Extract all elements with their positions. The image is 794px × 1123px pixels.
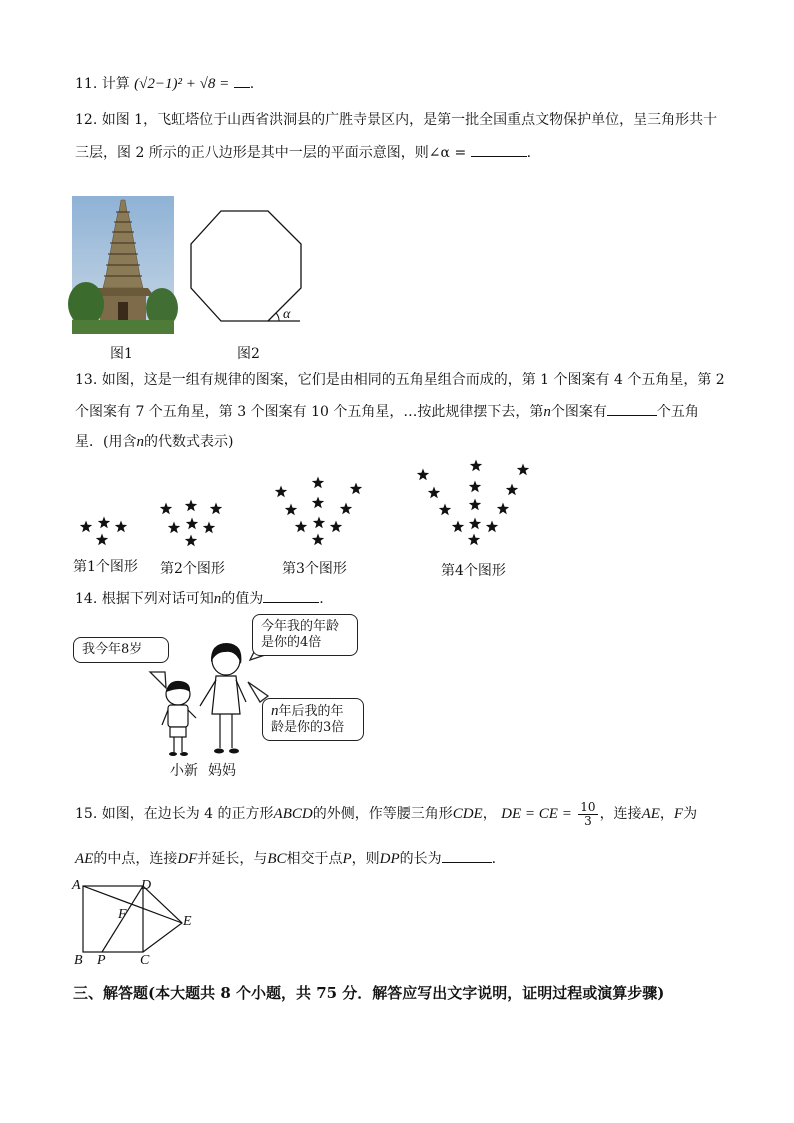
- q15-line2-d: ，则: [351, 851, 380, 867]
- star-icon: [98, 517, 110, 529]
- q13-text-2b: 个图案有: [550, 404, 607, 420]
- q12-end: .: [526, 145, 532, 161]
- q15-f: F: [673, 806, 684, 822]
- q11-text: 计算: [101, 76, 130, 92]
- q15-p: P: [342, 851, 352, 867]
- q13-text-3: 星．(用含: [75, 434, 137, 450]
- q15-text-b: 的外侧，作等腰三角形: [312, 806, 453, 822]
- q14-n: n: [213, 591, 222, 607]
- star-icon: [115, 521, 127, 533]
- label-b: B: [74, 953, 83, 968]
- q15-line-1: [75, 799, 697, 829]
- star-icon: [285, 504, 297, 516]
- star-icon: [295, 521, 307, 533]
- q15-line2-c: 相交于点: [286, 851, 343, 867]
- q12-text-2: 三层，图 2 所示的正八边形是其中一层的平面示意图，则∠α =: [75, 145, 467, 161]
- fraction-denominator: 3: [584, 813, 592, 828]
- label-a: A: [72, 878, 81, 893]
- bubble-text: 年后我的年龄是你的3倍: [271, 704, 345, 735]
- star-icon: [506, 484, 518, 496]
- star-icon: [312, 534, 324, 546]
- star-icon: [452, 521, 464, 533]
- label-p: P: [97, 953, 106, 968]
- mom-figure: [200, 643, 246, 754]
- label-d: D: [141, 878, 152, 893]
- q14-text-b: 的值为: [221, 591, 264, 607]
- star-icon: [80, 521, 92, 533]
- star-pattern-2: [160, 500, 222, 547]
- star-icon: [203, 522, 215, 534]
- q14-answer-blank: [263, 588, 319, 603]
- star-icon: [312, 497, 324, 509]
- q15-number: 15.: [75, 806, 98, 822]
- q15-fraction: [578, 801, 597, 828]
- pattern-1-caption: 第1个图形: [73, 559, 138, 575]
- q12-number: 12.: [75, 112, 98, 128]
- star-icon: [428, 487, 440, 499]
- q15-line2-b: 并延长，与: [197, 851, 268, 867]
- star-icon: [330, 521, 342, 533]
- question-14: [75, 588, 324, 609]
- star-icon: [497, 503, 509, 515]
- q15-line2-a: 的中点，连接: [93, 851, 178, 867]
- star-icon: [469, 499, 481, 511]
- star-icon: [417, 469, 429, 481]
- star-icon: [186, 518, 198, 530]
- q15-text-e: ，: [659, 806, 674, 822]
- q15-line-2: [75, 848, 496, 869]
- q15-abcd: ABCD: [273, 806, 313, 822]
- label-e: E: [183, 914, 192, 929]
- q15-equation: DE = CE =: [501, 806, 572, 822]
- q13-text-1: 如图，这是一组有规律的图案，它们是由相同的五角星组合而成的，第 1 个图案有 4 个五角星，第 2: [101, 372, 725, 388]
- q15-answer-blank: [442, 848, 492, 863]
- pattern-3-caption: 第3个图形: [282, 561, 347, 577]
- q15-text-f: 为: [683, 806, 698, 822]
- section-3-heading: 三、解答题(本大题共 8 个小题，共 75 分．解答应写出文字说明，证明过程或演算步骤): [73, 984, 665, 1002]
- star-pattern-3: [275, 477, 362, 546]
- star-icon: [312, 477, 324, 489]
- star-icon: [439, 504, 451, 516]
- q15-text-a: 如图，在边长为 4 的正方形: [101, 806, 274, 822]
- star-icon: [275, 486, 287, 498]
- q11-number: 11.: [75, 76, 98, 92]
- q15-df: DF: [177, 851, 198, 867]
- q12-text-1: 如图 1，飞虹塔位于山西省洪洞县的广胜寺景区内，是第一批全国重点文物保护单位，呈三角形共十: [101, 112, 718, 128]
- pattern-4-caption: 第4个图形: [441, 563, 506, 579]
- q15-end: .: [491, 851, 497, 867]
- mom-speech-bubble-2: [262, 698, 364, 741]
- label-c: C: [140, 953, 150, 968]
- bubble-n: n: [271, 703, 279, 719]
- boy-label: 小新: [170, 763, 198, 779]
- fraction-numerator: 10: [580, 799, 596, 814]
- star-icon: [210, 503, 222, 515]
- q13-text-2c: 个五角: [656, 404, 699, 420]
- star-icon: [469, 518, 481, 530]
- star-icon: [350, 483, 362, 495]
- star-icon: [313, 517, 325, 529]
- star-pattern-4: [417, 460, 529, 546]
- q15-ae: AE: [641, 806, 660, 822]
- q15-bc: BC: [267, 851, 287, 867]
- q13-number: 13.: [75, 372, 98, 388]
- q14-end: .: [319, 591, 324, 607]
- figure-2-caption: 图2: [237, 346, 260, 362]
- star-pattern-1: [80, 517, 127, 546]
- q11-expression: (√2−1)² + √8 =: [134, 76, 230, 92]
- mom-speech-bubble-1: 今年我的年龄是你的4倍: [252, 614, 358, 656]
- star-icon: [96, 534, 108, 546]
- star-icon: [486, 521, 498, 533]
- mom-label: 妈妈: [208, 763, 236, 779]
- q15-cde: CDE: [452, 806, 483, 822]
- label-f: F: [118, 907, 127, 922]
- star-icon: [185, 500, 197, 512]
- q13-text-2a: 个图案有 7 个五角星，第 3 个图案有 10 个五角星，…按此规律摆下去，第: [75, 404, 544, 420]
- q15-line2-e: 的长为: [399, 851, 442, 867]
- q15-text-c: ，: [482, 806, 497, 822]
- boy-figure: [162, 681, 196, 756]
- boy-speech-bubble: 我今年8岁: [73, 637, 169, 663]
- star-icon: [517, 464, 529, 476]
- q14-number: 14.: [75, 591, 98, 607]
- q15-dp: DP: [379, 851, 400, 867]
- star-icon: [340, 503, 352, 515]
- alpha-label: α: [283, 307, 291, 322]
- q15-line2-ae: AE: [75, 851, 94, 867]
- star-icon: [470, 460, 482, 472]
- q13-text-3b: 的代数式表示): [143, 434, 234, 450]
- pattern-2-caption: 第2个图形: [160, 561, 225, 577]
- star-icon: [160, 503, 172, 515]
- q11-end: .: [249, 76, 255, 92]
- star-icon: [469, 481, 481, 493]
- star-icon: [168, 522, 180, 534]
- star-icon: [468, 534, 480, 546]
- q13-n-2: n: [136, 434, 144, 450]
- figure-1-caption: 图1: [110, 346, 133, 362]
- q14-text-a: 根据下列对话可知: [101, 591, 214, 607]
- q13-n: n: [543, 404, 551, 420]
- q15-text-d: ，连接: [599, 806, 642, 822]
- star-icon: [185, 535, 197, 547]
